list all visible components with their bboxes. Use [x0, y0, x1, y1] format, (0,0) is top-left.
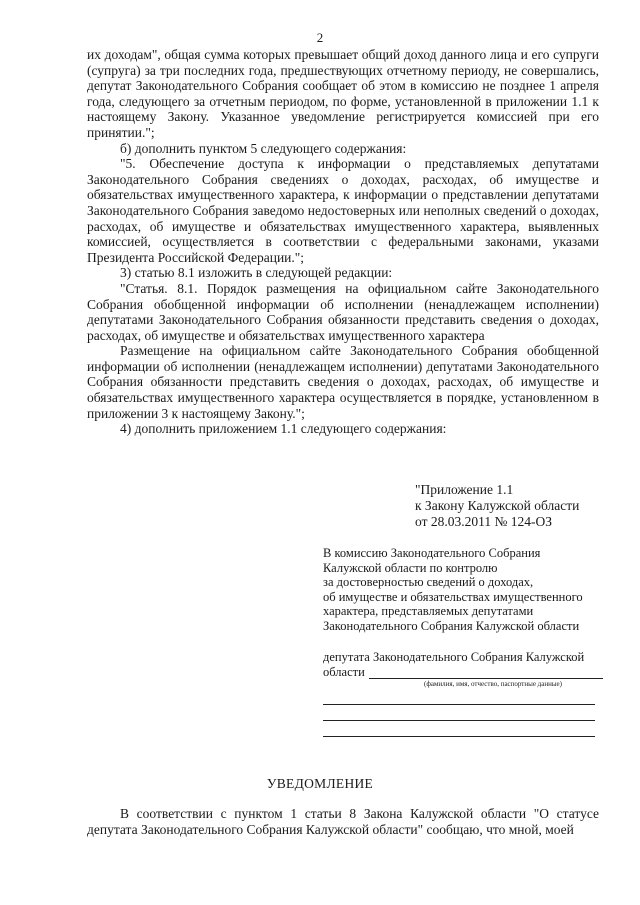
page-number: 2: [316, 30, 324, 45]
notice-title: УВЕДОМЛЕНИЕ: [266, 776, 374, 791]
blank-field-line[interactable]: [323, 705, 595, 721]
paragraph: б) дополнить пунктом 5 следующего содержания:: [120, 140, 407, 156]
appendix-law-ref: к Закону Калужской области: [415, 498, 580, 513]
notice-body: [87, 806, 599, 838]
sender-line: депутата Законодательного Собрания Калужской: [323, 650, 585, 664]
sender-label: области: [323, 664, 365, 679]
appendix-header: [415, 482, 579, 530]
sender-name-row: [323, 665, 603, 680]
addressee-line: характера, представляемых депутатами: [323, 604, 534, 619]
paragraph: "5. Обеспечение доступа к информации о представляемых депутатами Законодательного Собрания сведениях о доходах, расходах, об имуществе и обязательствах имущественного характера, к информации о представлении депутатами Законодательного Собрания заведомо недостоверных или неполных сведений о доходах, расходах, об имуществе и обязательствах имущественного характера, выявленных комиссией, осуществляется в соответствии с федеральными законами, указами Президента Российской Федерации.";: [87, 156, 599, 265]
appendix-law-date: от 28.03.2011 № 124-ОЗ: [415, 514, 552, 529]
paragraph: 3) статью 8.1 изложить в следующей редакции:: [120, 265, 393, 281]
body-text: [87, 47, 599, 437]
addressee-line: Законодательного Собрания Калужской области: [323, 618, 580, 633]
paragraph: Размещение на официальном сайте Законодательного Собрания обобщенной информации об исполнении (ненадлежащем исполнении) депутатами Законодательного Собрания обязанности представить сведения о доходах, расходах, об имуществе и обязательствах имущественного характера осуществляется в порядке, установленном в приложении 3 к настоящему Закону.";: [87, 343, 599, 421]
paragraph: их доходам", общая сумма которых превышает общий доход данного лица и его супруги (супруга) за три последних года, предшествующих отчетному периоду, не совершались, депутат Законодательного Собрания сообщает об этом в комиссию не позднее 1 апреля года, следующего за отчетным периодом, по форме, установленной в приложении 1.1 к настоящему Закону. Указанное уведомление регистрируется комиссией при его принятии.";: [87, 47, 599, 140]
addressee-block: [323, 546, 603, 634]
appendix-title: "Приложение 1.1: [415, 482, 514, 497]
paragraph: 4) дополнить приложением 1.1 следующего содержания:: [120, 421, 447, 437]
sender-block: [323, 650, 603, 737]
addressee-line: за достоверностью сведений о доходах,: [323, 575, 534, 590]
addressee-line: В комиссию Законодательного Собрания: [323, 546, 541, 560]
addressee-line: об имуществе и обязательствах имущественного: [323, 589, 583, 604]
addressee-line: Калужской области по контролю: [323, 560, 498, 575]
sender-name-field[interactable]: [369, 666, 603, 679]
blank-field-line[interactable]: [323, 721, 595, 737]
notice-paragraph: В соответствии с пунктом 1 статьи 8 Закона Калужской области "О статусе депутата Законодательного Собрания Калужской области" сообщаю, что мной, моей: [87, 806, 599, 837]
paragraph: "Статья. 8.1. Порядок размещения на официальном сайте Законодательного Собрания обобщенной информации об исполнении (ненадлежащем исполнении) депутатами Законодательного Собрания обязанности представить сведения о доходах, расходах, об имуществе и обязательствах имущественного характера: [87, 280, 599, 343]
blank-field-line[interactable]: [323, 689, 595, 705]
field-hint: (фамилия, имя, отчество, паспортные данные): [424, 680, 562, 689]
